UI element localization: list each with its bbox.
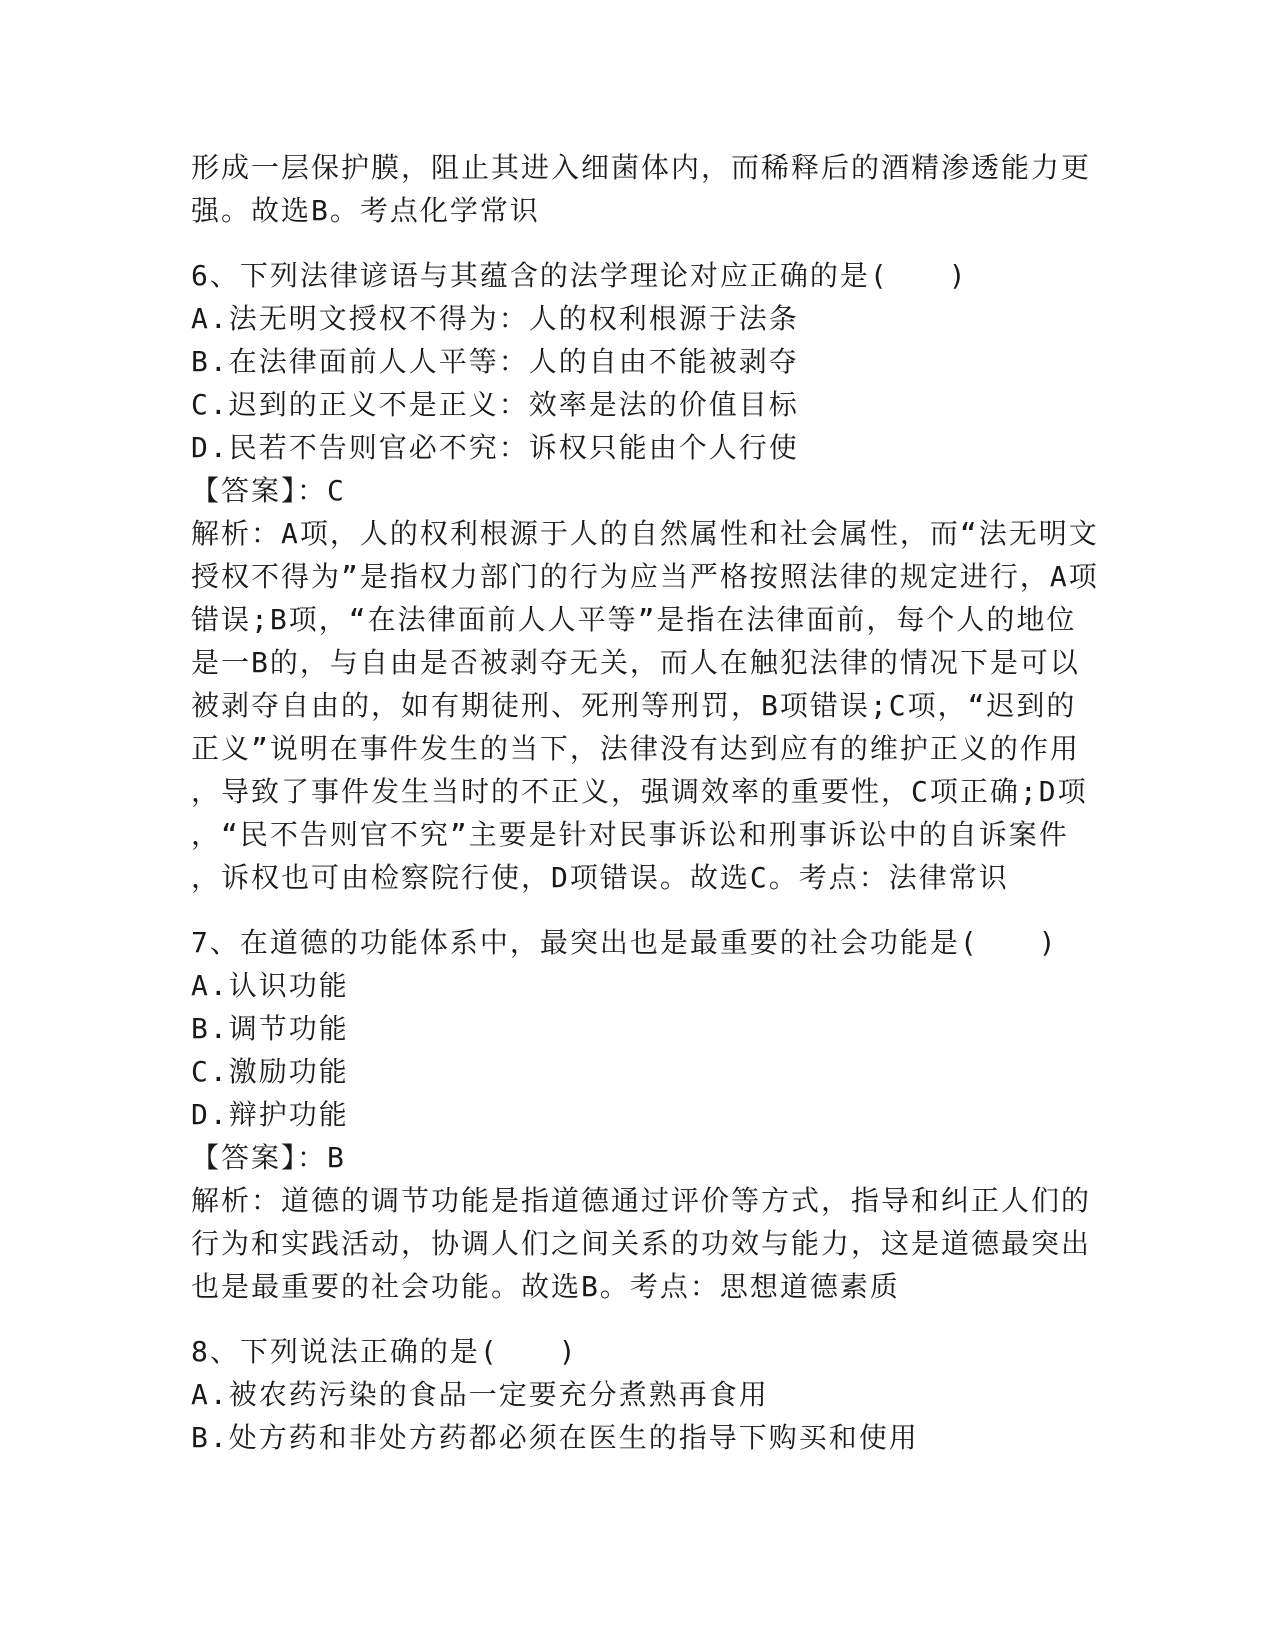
option-c: C.激励功能 xyxy=(191,1055,349,1088)
explanation-line: ，导致了事件发生当时的不正义，强调效率的重要性，C项正确;D项 xyxy=(191,775,1088,808)
option-b: B.调节功能 xyxy=(191,1012,349,1045)
question-stem: 6、下列法律谚语与其蕴含的法学理论对应正确的是( ) xyxy=(191,259,968,292)
option-a: A.被农药污染的食品一定要充分煮熟再食用 xyxy=(191,1378,769,1411)
question-7 xyxy=(191,921,1091,1308)
explanation-line: 行为和实践活动，协调人们之间关系的功效与能力，这是道德最突出 xyxy=(191,1227,1092,1260)
option-d: D.民若不告则官必不究：诉权只能由个人行使 xyxy=(191,431,799,464)
explanation-line: 也是最重要的社会功能。故选B。考点：思想道德素质 xyxy=(191,1270,900,1303)
explanation-line: 正义”说明在事件发生的当下，法律没有达到应有的维护正义的作用 xyxy=(191,732,1080,765)
question-6 xyxy=(191,254,1099,899)
explanation-line: 授权不得为”是指权力部门的行为应当严格按照法律的规定进行，A项 xyxy=(191,560,1099,593)
explanation-line: 形成一层保护膜，阻止其进入细菌体内，而稀释后的酒精渗透能力更 xyxy=(191,151,1092,184)
answer-line: 【答案】：B xyxy=(191,1141,346,1174)
explanation-line: ，诉权也可由检察院行使，D项错误。故选C。考点：法律常识 xyxy=(191,861,1009,894)
previous-explanation-tail xyxy=(191,146,1091,232)
option-b: B.处方药和非处方药都必须在医生的指导下购买和使用 xyxy=(191,1421,919,1454)
answer-line: 【答案】：C xyxy=(191,474,346,507)
explanation-line: 解析：道德的调节功能是指道德通过评价等方式，指导和纠正人们的 xyxy=(191,1184,1092,1217)
option-b: B.在法律面前人人平等：人的自由不能被剥夺 xyxy=(191,345,799,378)
document-page xyxy=(191,146,1099,1459)
option-c: C.迟到的正义不是正义：效率是法的价值目标 xyxy=(191,388,799,421)
explanation-line: 强。故选B。考点化学常识 xyxy=(191,194,540,227)
question-8 xyxy=(191,1330,1091,1459)
option-a: A.法无明文授权不得为：人的权利根源于法条 xyxy=(191,302,799,335)
option-a: A.认识功能 xyxy=(191,969,349,1002)
question-stem: 7、在道德的功能体系中，最突出也是最重要的社会功能是( ) xyxy=(191,926,1058,959)
question-stem: 8、下列说法正确的是( ) xyxy=(191,1335,578,1368)
explanation-line: 是一B的，与自由是否被剥夺无关，而人在触犯法律的情况下是可以 xyxy=(191,646,1080,679)
option-d: D.辩护功能 xyxy=(191,1098,349,1131)
explanation-line: 解析：A项，人的权利根源于人的自然属性和社会属性，而“法无明文 xyxy=(191,517,1099,550)
explanation-line: 错误;B项，“在法律面前人人平等”是指在法律面前，每个人的地位 xyxy=(191,603,1077,636)
explanation-line: ，“民不告则官不究”主要是针对民事诉讼和刑事诉讼中的自诉案件 xyxy=(191,818,1069,851)
explanation-line: 被剥夺自由的，如有期徒刑、死刑等刑罚，B项错误;C项，“迟到的 xyxy=(191,689,1077,722)
